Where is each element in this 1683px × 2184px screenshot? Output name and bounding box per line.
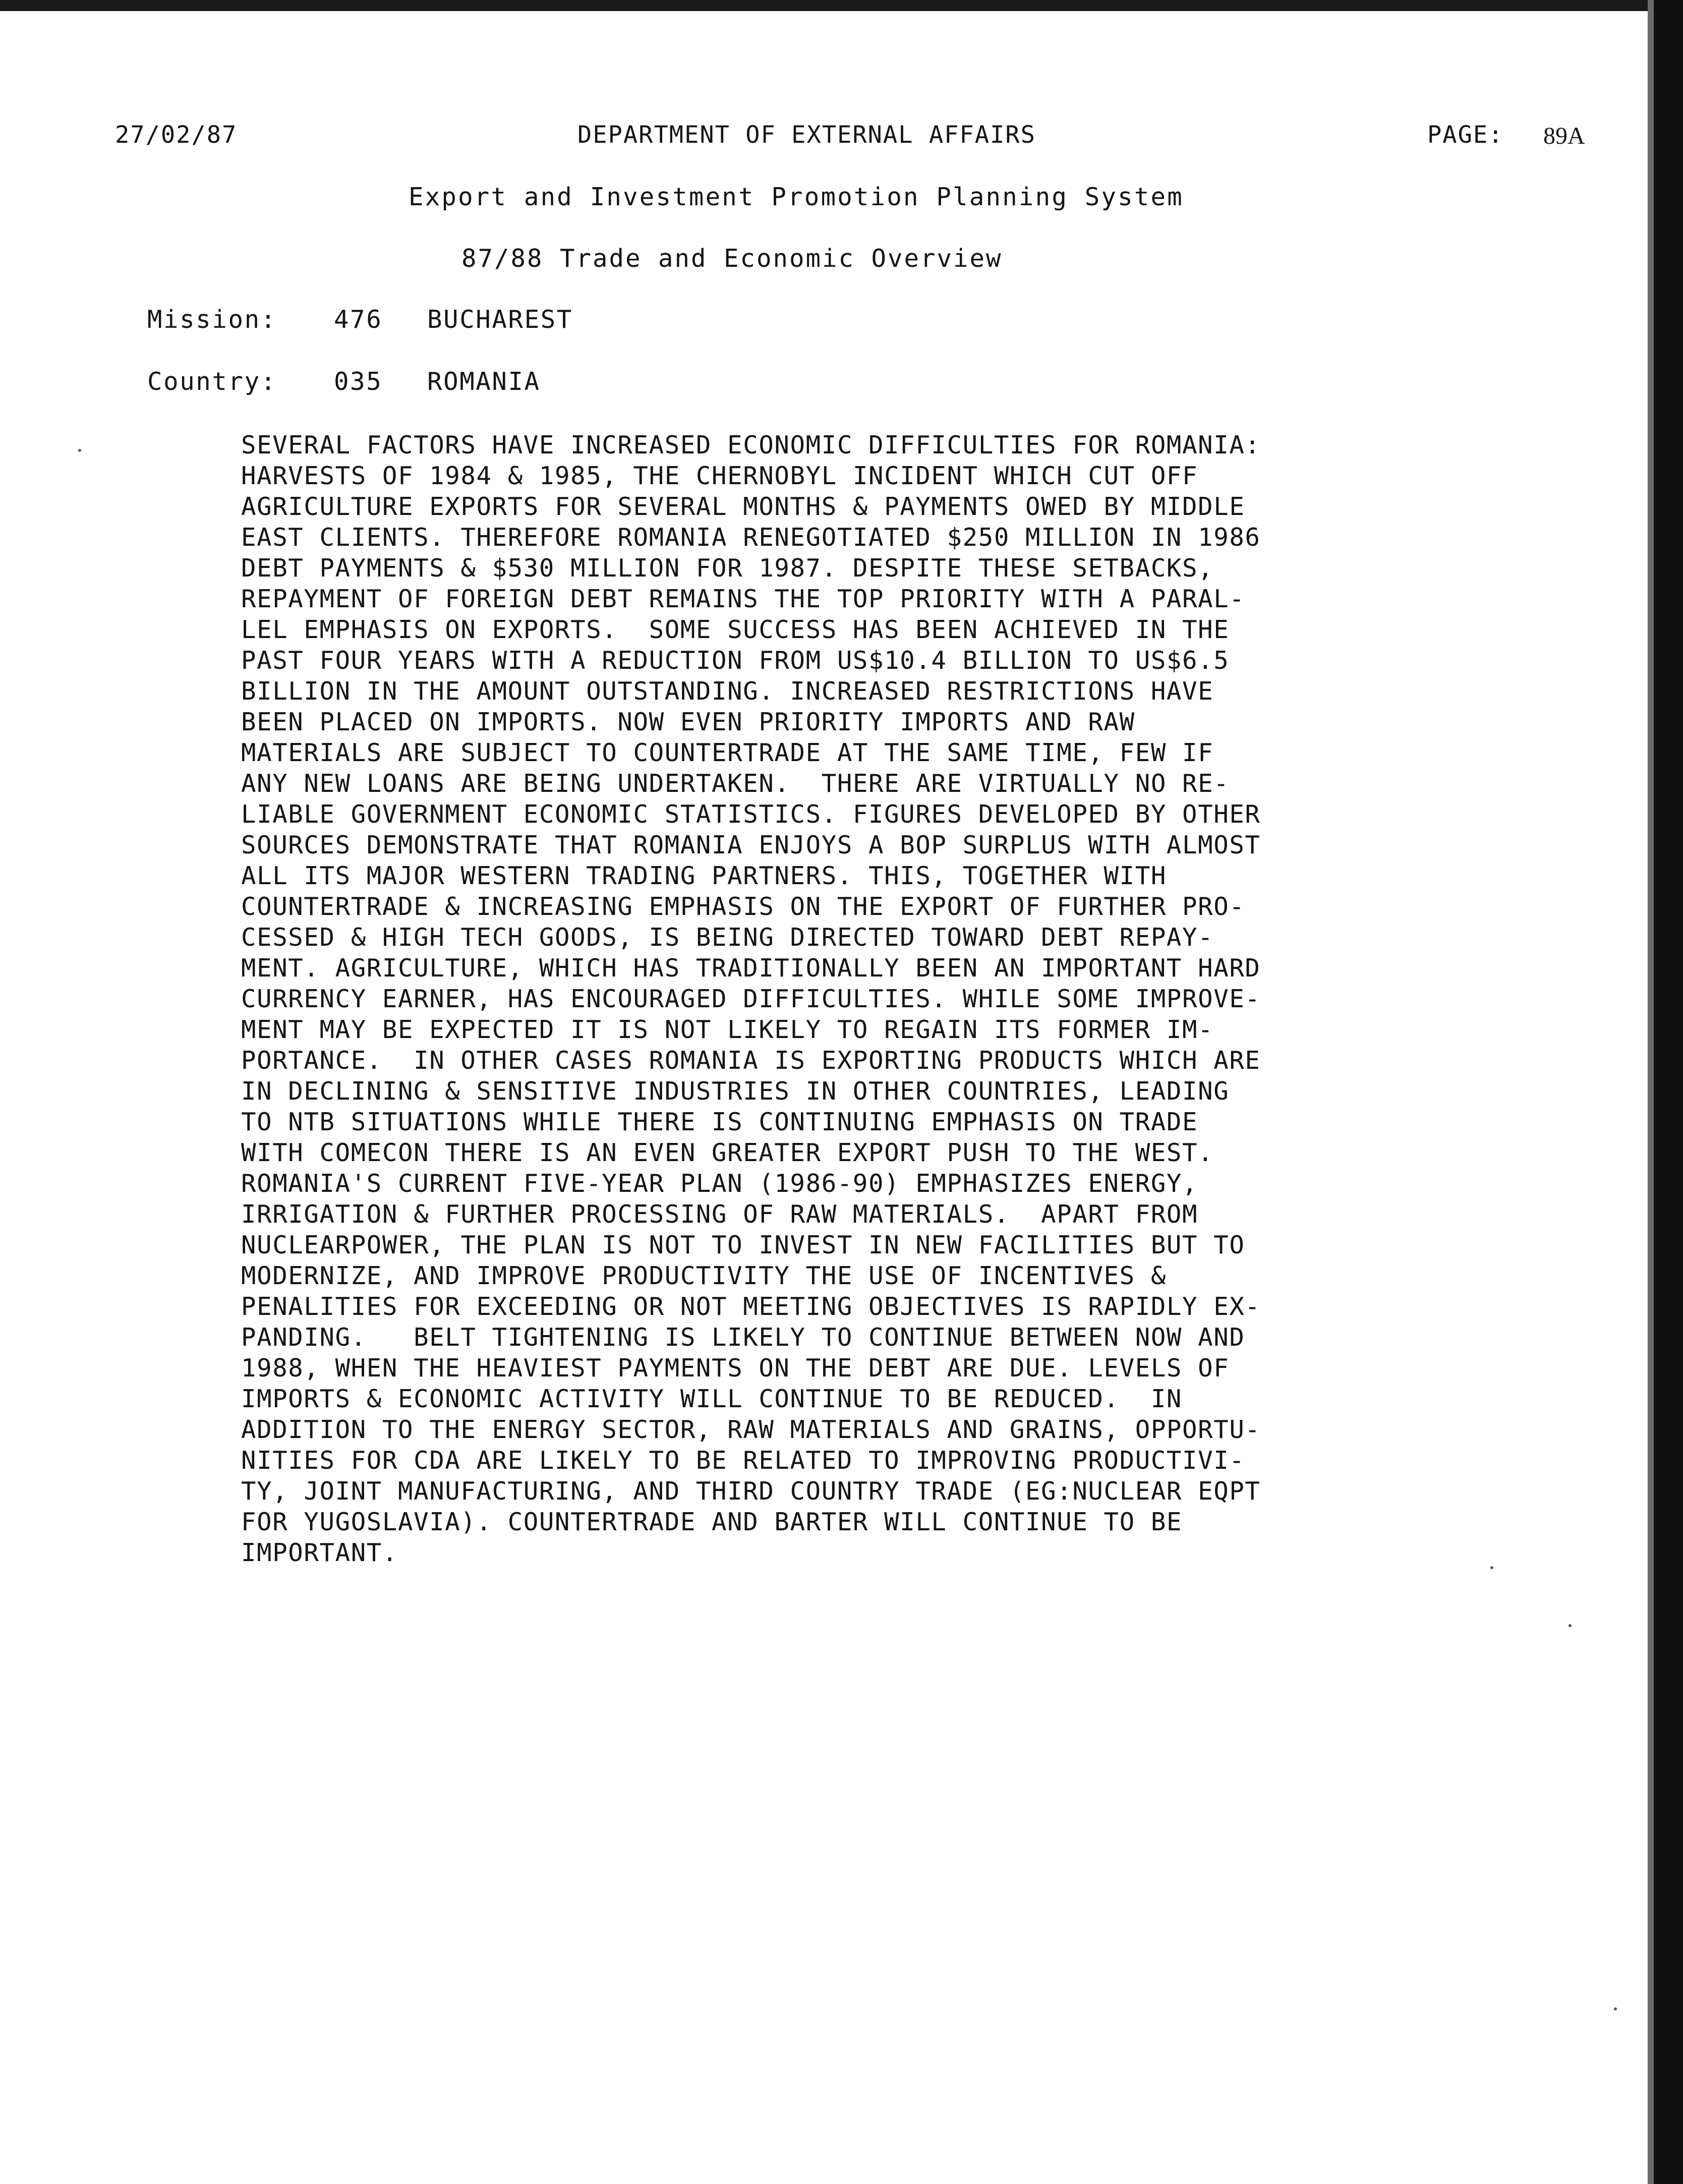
body-line: MODERNIZE, AND IMPROVE PRODUCTIVITY THE USE OF INCENTIVES & [241, 1261, 1167, 1290]
page-label: PAGE: [1427, 121, 1504, 149]
scan-speck [78, 449, 81, 452]
body-line: TO NTB SITUATIONS WHILE THERE IS CONTINUING EMPHASIS ON TRADE [241, 1108, 1198, 1136]
body-line: ROMANIA'S CURRENT FIVE-YEAR PLAN (1986-90) EMPHASIZES ENERGY, [241, 1169, 1198, 1198]
page-number: 89A [1543, 123, 1585, 149]
body-line: PANDING. BELT TIGHTENING IS LIKELY TO CONTINUE BETWEEN NOW AND [241, 1323, 1245, 1352]
body-line: SEVERAL FACTORS HAVE INCREASED ECONOMIC DIFFICULTIES FOR ROMANIA: [241, 431, 1261, 459]
report-date: 27/02/87 [115, 121, 238, 149]
body-line: IRRIGATION & FURTHER PROCESSING OF RAW MATERIALS. APART FROM [241, 1200, 1198, 1229]
mission-name: BUCHAREST [427, 305, 573, 334]
body-line: EAST CLIENTS. THEREFORE ROMANIA RENEGOTIATED $250 MILLION IN 1986 [241, 523, 1261, 552]
body-line: PENALITIES FOR EXCEEDING OR NOT MEETING OBJECTIVES IS RAPIDLY EX- [241, 1292, 1261, 1321]
body-line: ALL ITS MAJOR WESTERN TRADING PARTNERS. THIS, TOGETHER WITH [241, 861, 1167, 890]
body-line: BILLION IN THE AMOUNT OUTSTANDING. INCREASED RESTRICTIONS HAVE [241, 677, 1214, 706]
body-line: WITH COMECON THERE IS AN EVEN GREATER EXPORT PUSH TO THE WEST. [241, 1138, 1214, 1167]
body-line: 1988, WHEN THE HEAVIEST PAYMENTS ON THE DEBT ARE DUE. LEVELS OF [241, 1354, 1230, 1383]
body-line: PAST FOUR YEARS WITH A REDUCTION FROM US$10.4 BILLION TO US$6.5 [241, 646, 1230, 675]
mission-line [147, 305, 573, 334]
body-line: ANY NEW LOANS ARE BEING UNDERTAKEN. THERE ARE VIRTUALLY NO RE- [241, 769, 1230, 798]
body-line: CURRENCY EARNER, HAS ENCOURAGED DIFFICULTIES. WHILE SOME IMPROVE- [241, 985, 1261, 1013]
country-line [147, 367, 541, 396]
body-line: AGRICULTURE EXPORTS FOR SEVERAL MONTHS & PAYMENTS OWED BY MIDDLE [241, 492, 1245, 521]
body-line: MATERIALS ARE SUBJECT TO COUNTERTRADE AT THE SAME TIME, FEW IF [241, 738, 1214, 767]
document-title: Export and Investment Promotion Planning System [409, 183, 1184, 211]
body-line: CESSED & HIGH TECH GOODS, IS BEING DIRECTED TOWARD DEBT REPAY- [241, 923, 1214, 952]
mission-label: Mission: [147, 305, 277, 334]
body-line: LEL EMPHASIS ON EXPORTS. SOME SUCCESS HAS BEEN ACHIEVED IN THE [241, 615, 1230, 644]
body-line: IMPORTANT. [241, 1538, 398, 1567]
department-name: DEPARTMENT OF EXTERNAL AFFAIRS [577, 121, 1036, 149]
body-line: TY, JOINT MANUFACTURING, AND THIRD COUNTRY TRADE (EG:NUCLEAR EQPT [241, 1477, 1261, 1506]
body-line: PORTANCE. IN OTHER CASES ROMANIA IS EXPORTING PRODUCTS WHICH ARE [241, 1046, 1261, 1075]
scan-speck [1614, 2007, 1617, 2010]
body-line: NUCLEARPOWER, THE PLAN IS NOT TO INVEST IN NEW FACILITIES BUT TO [241, 1231, 1245, 1259]
body-line: LIABLE GOVERNMENT ECONOMIC STATISTICS. FIGURES DEVELOPED BY OTHER [241, 800, 1261, 829]
overview-body [241, 430, 1467, 1568]
body-line: FOR YUGOSLAVIA). COUNTERTRADE AND BARTER WILL CONTINUE TO BE [241, 1508, 1183, 1536]
scan-top-border [0, 0, 1683, 11]
mission-code: 476 [334, 305, 383, 334]
scan-right-shadow [1648, 0, 1654, 2184]
country-label: Country: [147, 367, 277, 396]
country-name: ROMANIA [427, 367, 541, 396]
scan-speck [1490, 1566, 1493, 1569]
scan-right-border [1654, 0, 1683, 2184]
body-line: NITIES FOR CDA ARE LIKELY TO BE RELATED TO IMPROVING PRODUCTIVI- [241, 1446, 1245, 1475]
body-line: COUNTERTRADE & INCREASING EMPHASIS ON THE EXPORT OF FURTHER PRO- [241, 892, 1245, 921]
document-subtitle: 87/88 Trade and Economic Overview [461, 244, 1003, 273]
body-line: DEBT PAYMENTS & $530 MILLION FOR 1987. DESPITE THESE SETBACKS, [241, 554, 1214, 583]
body-line: IMPORTS & ECONOMIC ACTIVITY WILL CONTINUE TO BE REDUCED. IN [241, 1385, 1183, 1413]
body-line: HARVESTS OF 1984 & 1985, THE CHERNOBYL INCIDENT WHICH CUT OFF [241, 462, 1198, 490]
body-line: IN DECLINING & SENSITIVE INDUSTRIES IN OTHER COUNTRIES, LEADING [241, 1077, 1230, 1106]
body-line: REPAYMENT OF FOREIGN DEBT REMAINS THE TOP PRIORITY WITH A PARAL- [241, 585, 1245, 613]
body-line: MENT MAY BE EXPECTED IT IS NOT LIKELY TO REGAIN ITS FORMER IM- [241, 1015, 1214, 1044]
body-line: MENT. AGRICULTURE, WHICH HAS TRADITIONALLY BEEN AN IMPORTANT HARD [241, 954, 1261, 983]
body-line: ADDITION TO THE ENERGY SECTOR, RAW MATERIALS AND GRAINS, OPPORTU- [241, 1415, 1261, 1444]
country-code: 035 [334, 367, 383, 396]
body-line: SOURCES DEMONSTRATE THAT ROMANIA ENJOYS A BOP SURPLUS WITH ALMOST [241, 831, 1261, 859]
scan-speck [1569, 1624, 1572, 1627]
body-line: BEEN PLACED ON IMPORTS. NOW EVEN PRIORITY IMPORTS AND RAW [241, 708, 1135, 736]
